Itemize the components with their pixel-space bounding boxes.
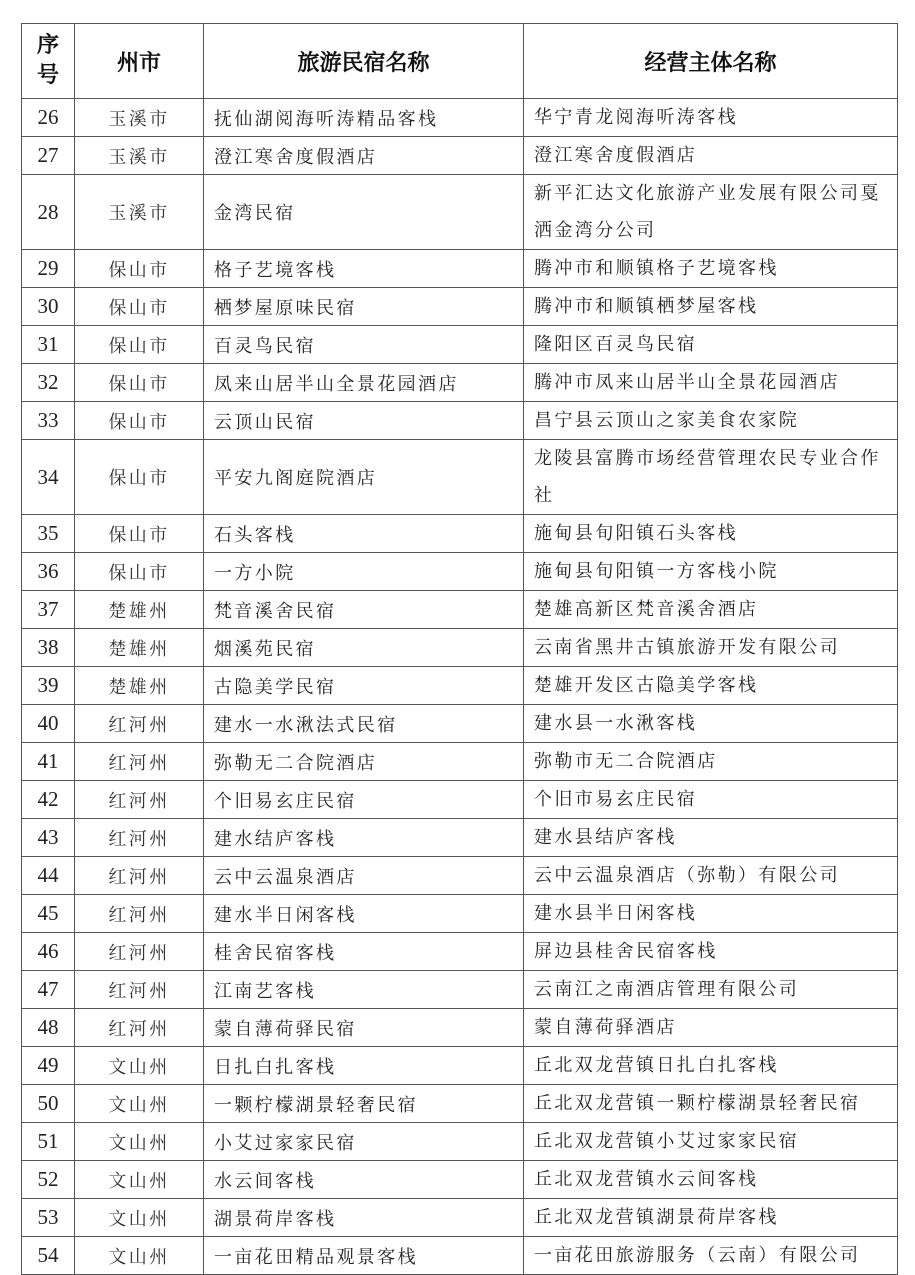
row-homestay-name: 抚仙湖阅海听涛精品客栈 [204,99,524,137]
row-operator-name: 新平汇达文化旅游产业发展有限公司戛洒金湾分公司 [524,175,898,250]
table-row [22,553,898,591]
row-number: 26 [22,99,75,137]
row-operator-name: 昌宁县云顶山之家美食农家院 [524,402,898,440]
row-operator-name: 云南省黑井古镇旅游开发有限公司 [524,629,898,667]
table-body [22,99,898,1275]
row-number: 29 [22,250,75,288]
row-city: 楚雄州 [75,667,204,705]
row-homestay-name: 个旧易玄庄民宿 [204,781,524,819]
row-city: 保山市 [75,440,204,515]
row-number: 53 [22,1199,75,1237]
row-operator-name: 施甸县旬阳镇石头客栈 [524,515,898,553]
row-number: 48 [22,1009,75,1047]
header-city: 州市 [75,24,204,99]
row-city: 保山市 [75,250,204,288]
table-row [22,857,898,895]
table-row [22,667,898,705]
row-city: 文山州 [75,1085,204,1123]
row-number: 31 [22,326,75,364]
row-number: 47 [22,971,75,1009]
row-operator-name: 华宁青龙阅海听涛客栈 [524,99,898,137]
homestay-list-table [21,23,898,1275]
table-row [22,1009,898,1047]
row-homestay-name: 格子艺境客栈 [204,250,524,288]
row-number: 41 [22,743,75,781]
row-operator-name: 腾冲市和顺镇格子艺境客栈 [524,250,898,288]
header-seq-line1: 序 [36,33,59,58]
row-homestay-name: 桂舍民宿客栈 [204,933,524,971]
row-number: 30 [22,288,75,326]
row-city: 红河州 [75,971,204,1009]
header-seq [22,24,75,99]
table-row [22,175,898,250]
row-homestay-name: 云中云温泉酒店 [204,857,524,895]
table-header-row [22,24,898,99]
row-city: 保山市 [75,402,204,440]
row-number: 38 [22,629,75,667]
row-operator-name: 建水县结庐客栈 [524,819,898,857]
row-operator-name: 丘北双龙营镇一颗柠檬湖景轻奢民宿 [524,1085,898,1123]
row-number: 43 [22,819,75,857]
row-city: 红河州 [75,933,204,971]
row-homestay-name: 一方小院 [204,553,524,591]
row-operator-name: 腾冲市和顺镇栖梦屋客栈 [524,288,898,326]
row-homestay-name: 一颗柠檬湖景轻奢民宿 [204,1085,524,1123]
row-operator-name: 一亩花田旅游服务（云南）有限公司 [524,1237,898,1275]
row-city: 红河州 [75,1009,204,1047]
row-number: 39 [22,667,75,705]
table-row [22,933,898,971]
row-operator-name: 云南江之南酒店管理有限公司 [524,971,898,1009]
row-city: 文山州 [75,1123,204,1161]
row-homestay-name: 平安九阁庭院酒店 [204,440,524,515]
table-row [22,1085,898,1123]
row-city: 玉溪市 [75,99,204,137]
table-row [22,515,898,553]
row-operator-name: 楚雄开发区古隐美学客栈 [524,667,898,705]
row-homestay-name: 金湾民宿 [204,175,524,250]
row-city: 红河州 [75,705,204,743]
header-seq-line2: 号 [36,63,59,88]
row-operator-name: 建水县半日闲客栈 [524,895,898,933]
row-number: 44 [22,857,75,895]
row-operator-name: 施甸县旬阳镇一方客栈小院 [524,553,898,591]
row-number: 45 [22,895,75,933]
table-row [22,402,898,440]
row-number: 40 [22,705,75,743]
row-city: 红河州 [75,895,204,933]
row-city: 楚雄州 [75,629,204,667]
table-row [22,440,898,515]
row-operator-name: 丘北双龙营镇小艾过家家民宿 [524,1123,898,1161]
row-operator-name: 云中云温泉酒店（弥勒）有限公司 [524,857,898,895]
row-city: 楚雄州 [75,591,204,629]
table-row [22,288,898,326]
table-row [22,743,898,781]
row-city: 玉溪市 [75,137,204,175]
table-row [22,895,898,933]
row-city: 保山市 [75,364,204,402]
row-homestay-name: 梵音溪舍民宿 [204,591,524,629]
row-city: 玉溪市 [75,175,204,250]
table-row [22,137,898,175]
table-row [22,629,898,667]
row-homestay-name: 云顶山民宿 [204,402,524,440]
row-operator-name: 丘北双龙营镇日扎白扎客栈 [524,1047,898,1085]
row-number: 52 [22,1161,75,1199]
row-homestay-name: 日扎白扎客栈 [204,1047,524,1085]
table-row [22,591,898,629]
row-operator-name: 澄江寒舍度假酒店 [524,137,898,175]
row-homestay-name: 百灵鸟民宿 [204,326,524,364]
row-homestay-name: 建水半日闲客栈 [204,895,524,933]
row-homestay-name: 建水结庐客栈 [204,819,524,857]
row-number: 50 [22,1085,75,1123]
row-operator-name: 蒙自薄荷驿酒店 [524,1009,898,1047]
table-row [22,971,898,1009]
row-homestay-name: 蒙自薄荷驿民宿 [204,1009,524,1047]
header-homestay-name: 旅游民宿名称 [204,24,524,99]
row-homestay-name: 一亩花田精品观景客栈 [204,1237,524,1275]
row-city: 文山州 [75,1199,204,1237]
row-number: 27 [22,137,75,175]
row-homestay-name: 烟溪苑民宿 [204,629,524,667]
table-row [22,1123,898,1161]
table-row [22,1199,898,1237]
table-row [22,99,898,137]
table-row [22,326,898,364]
row-city: 红河州 [75,819,204,857]
row-operator-name: 个旧市易玄庄民宿 [524,781,898,819]
row-city: 红河州 [75,743,204,781]
row-number: 51 [22,1123,75,1161]
row-number: 42 [22,781,75,819]
row-number: 54 [22,1237,75,1275]
row-number: 49 [22,1047,75,1085]
row-city: 文山州 [75,1161,204,1199]
table-row [22,705,898,743]
row-homestay-name: 栖梦屋原味民宿 [204,288,524,326]
header-operator-name: 经营主体名称 [524,24,898,99]
table-row [22,1047,898,1085]
table-row [22,1161,898,1199]
table-row [22,781,898,819]
row-city: 保山市 [75,553,204,591]
row-city: 保山市 [75,515,204,553]
row-operator-name: 弥勒市无二合院酒店 [524,743,898,781]
row-number: 36 [22,553,75,591]
row-number: 34 [22,440,75,515]
row-city: 保山市 [75,288,204,326]
row-homestay-name: 澄江寒舍度假酒店 [204,137,524,175]
row-city: 保山市 [75,326,204,364]
row-number: 33 [22,402,75,440]
row-number: 35 [22,515,75,553]
row-number: 46 [22,933,75,971]
row-city: 红河州 [75,857,204,895]
row-number: 32 [22,364,75,402]
row-operator-name: 丘北双龙营镇湖景荷岸客栈 [524,1199,898,1237]
row-homestay-name: 水云间客栈 [204,1161,524,1199]
row-homestay-name: 建水一水湫法式民宿 [204,705,524,743]
row-homestay-name: 凤来山居半山全景花园酒店 [204,364,524,402]
row-operator-name: 龙陵县富腾市场经营管理农民专业合作社 [524,440,898,515]
row-homestay-name: 石头客栈 [204,515,524,553]
row-operator-name: 腾冲市凤来山居半山全景花园酒店 [524,364,898,402]
row-homestay-name: 湖景荷岸客栈 [204,1199,524,1237]
row-number: 37 [22,591,75,629]
row-number: 28 [22,175,75,250]
table-row [22,819,898,857]
row-homestay-name: 小艾过家家民宿 [204,1123,524,1161]
row-homestay-name: 江南艺客栈 [204,971,524,1009]
table-row [22,364,898,402]
row-operator-name: 屏边县桂舍民宿客栈 [524,933,898,971]
row-city: 文山州 [75,1047,204,1085]
row-homestay-name: 古隐美学民宿 [204,667,524,705]
row-operator-name: 隆阳区百灵鸟民宿 [524,326,898,364]
row-operator-name: 建水县一水湫客栈 [524,705,898,743]
row-city: 文山州 [75,1237,204,1275]
row-operator-name: 楚雄高新区梵音溪舍酒店 [524,591,898,629]
row-operator-name: 丘北双龙营镇水云间客栈 [524,1161,898,1199]
row-city: 红河州 [75,781,204,819]
row-homestay-name: 弥勒无二合院酒店 [204,743,524,781]
table-row [22,250,898,288]
